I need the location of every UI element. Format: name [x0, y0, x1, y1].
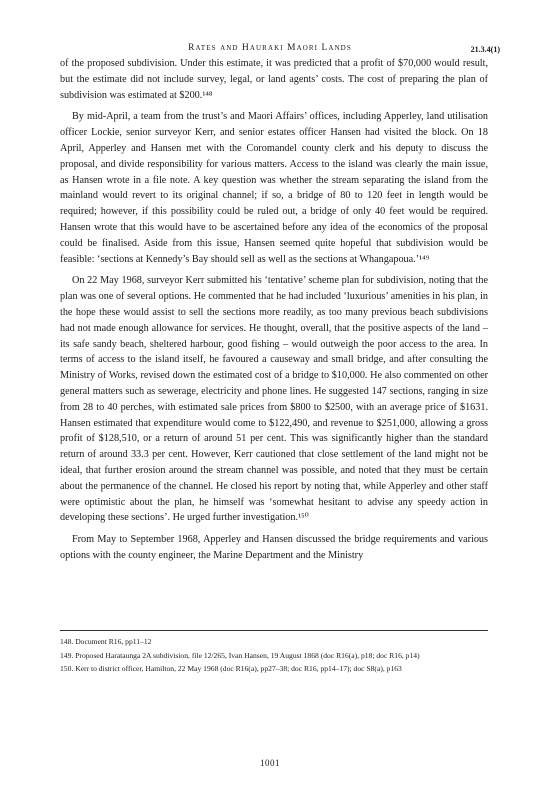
paragraph: From May to September 1968, Apperley and Hansen discussed the bridge requirements and various options with the county engineer, the Marine Department and the Ministry — [60, 534, 488, 561]
body-text — [60, 56, 488, 570]
paragraph: of the proposed subdivision. Under this estimate, it was predicted that a profit of $70,000 would result, but the estimate did not include survey, legal, or land agents’ costs. The cost of preparing the plan of subdivision was estimated at $200.¹⁴⁸ — [60, 58, 488, 101]
running-title: Rates and Hauraki Maori Lands — [188, 43, 352, 53]
footnote: 149. Proposed Harataunga 2A subdivision, file 12/265, Ivan Hansen, 19 August 1868 (doc R16(a), p18; doc R16, p14) — [60, 650, 420, 660]
paragraph: On 22 May 1968, surveyor Kerr submitted his ‘tentative’ scheme plan for subdivision, noting that the plan was one of several options. He commented that he had included ‘luxurious’ amenities in his plan, in the hope these would assist to sell the sections more readily, as too many previous beach subdivisions had not made enough allowance for services. He thought, overall, that the positive aspects of the land – its safe sandy beach, sheltered harbour, good fishing – would outweigh the poor access to the area. In terms of access to the island itself, he favoured a causeway and small bridge, and after consulting the Ministry of Works, revised down the estimated cost of a bridge to $10,000. He also commented on other general matters such as sewerage, electricity and phone lines. He suggested 147 sections, ranging in size from 28 to 40 perches, with estimated sale prices from $800 to $2500, with an average price of $1631. Hansen estimated that expenditure would come to $122,490, and revenue to $251,000, allowing a gross profit of $128,510, or a return of around 51 per cent. This was significantly higher than the standard return of around 33.3 per cent. However, Kerr cautioned that close settlement of the land might not be ideal, that further erosion around the stream channel was possible, and noted that they must be certain about the permanence of the channel. He closed his report by noting that, while Apperley and other staff were optimistic about the plan, he himself was ‘somewhat hesitant to advise any speedy action in developing these sections’. He urged further investigation.¹⁵⁰ — [60, 275, 488, 524]
section-number: 21.3.4(1) — [470, 45, 500, 54]
footnote-divider — [60, 630, 488, 631]
footnotes — [60, 636, 488, 677]
page-number: 1001 — [260, 758, 280, 768]
paragraph: By mid-April, a team from the trust’s and Maori Affairs’ offices, including Apperley, land utilisation officer Lockie, senior surveyor Kerr, and senior estates officer Hansen had visited the block. On 18 April, Apperley and Hansen met with the Coromandel county clerk and his deputy to discuss the proposal, and divide responsibility for various matters. Access to the island was clearly the main issue, as Hansen wrote in a file note. A key question was whether the stream separating the island from the mainland would revert to its original channel; if so, a bridge of 80 to 120 feet in length would be required; however, if this possibility could be ruled out, a bridge of only 40 feet would be required. Hansen wrote that this would have to be ascertained before any idea of the economics of the proposal could be finalised. Aside from this issue, Hansen seemed quite hopeful that subdivision would be feasible: ‘sections at Kennedy’s Bay should sell as well as the sections at Whangapoua.’¹⁴⁹ — [60, 111, 488, 265]
footnote: 148. Document R16, pp11–12 — [60, 637, 152, 646]
footnote: 150. Kerr to district officer, Hamilton, 22 May 1968 (doc R16(a), pp27–38; doc R16, pp14–17); doc S8(a), p163 — [60, 664, 402, 674]
